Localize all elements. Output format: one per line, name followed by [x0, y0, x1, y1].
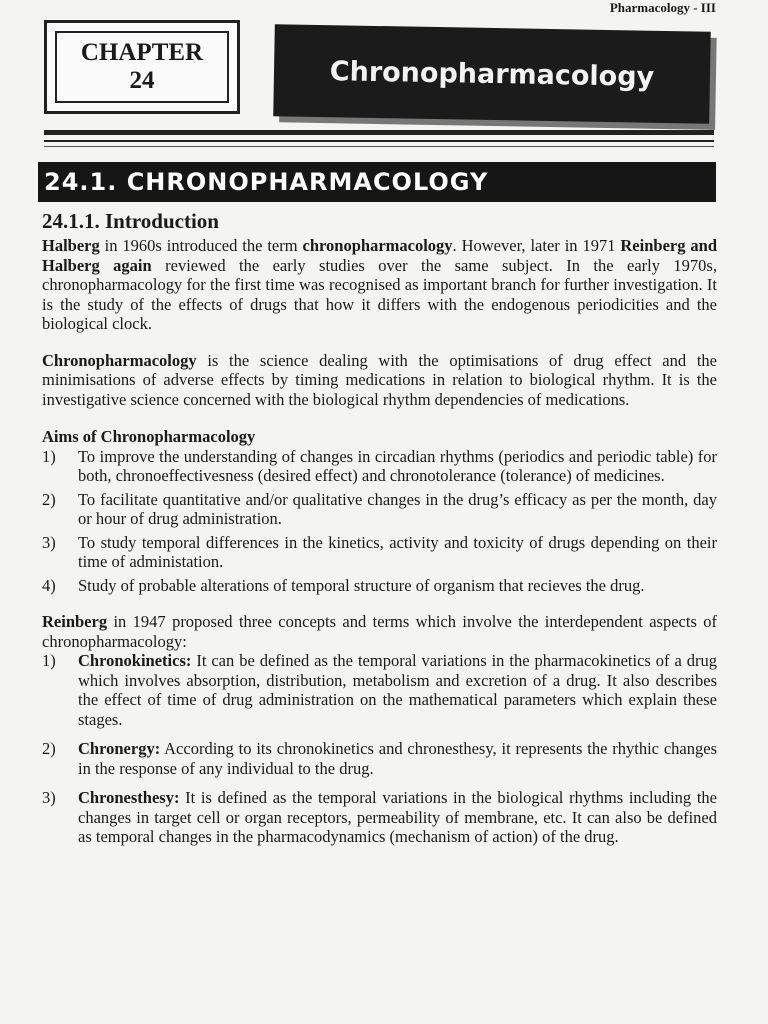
definition-text: is the science dealing with the optimisations of drug effect and the minimisations of adverse effects by timing medications in relation to biological rhythm. It is the investigative science concerned with the biological rhythm dependencies of medications. — [42, 350, 717, 409]
reinberg-text: in 1947 proposed three concepts and terms which involve the interdependent aspects of chronopharmacology: — [42, 612, 717, 651]
aims-item-number: 1) — [42, 446, 56, 466]
chapter-box — [44, 20, 240, 114]
concept-term: Chronergy: — [78, 739, 161, 758]
chapter-label: CHAPTER — [80, 39, 204, 66]
concepts-list — [42, 651, 717, 847]
concept-number: 2) — [42, 739, 56, 758]
intro-text-1: in 1960s introduced the term — [99, 236, 303, 255]
chapter-title-bar — [273, 24, 711, 124]
chapter-title: Chronopharmacology — [329, 55, 655, 93]
running-header: Pharmacology - III — [609, 0, 716, 15]
chapter-box-inner — [55, 31, 229, 103]
concept-item — [42, 651, 717, 729]
concept-term: Chronokinetics: — [78, 651, 192, 670]
divider-thin-2 — [44, 146, 714, 147]
concept-text: It can be defined as the temporal variations in the pharmacokinetics of a drug which involves absorption, distribution, metabolism and excretion of a drug. It also describes the effect of time of drug administration on the mathematical parameters which explain these stages. — [78, 651, 717, 729]
definition-term: Chronopharmacology — [42, 350, 197, 370]
intro-names: Reinberg and Halberg again — [42, 236, 717, 275]
aims-item — [42, 447, 717, 486]
concept-number: 1) — [42, 651, 56, 670]
intro-paragraph — [42, 236, 717, 334]
reinberg-name: Reinberg — [42, 612, 108, 631]
aims-heading: Aims of Chronopharmacology — [42, 427, 256, 446]
concept-number: 3) — [42, 788, 56, 807]
intro-text-2: . However, later in 1971 — [452, 236, 621, 255]
intro-name-halberg: Halberg — [42, 236, 100, 255]
aims-item-number: 4) — [42, 575, 56, 595]
chapter-number: 24 — [129, 67, 155, 94]
intro-term: chronopharmacology — [302, 236, 453, 255]
aims-item-text: To study temporal differences in the kinetics, activity and toxicity of drugs depending on their time of administation. — [78, 532, 717, 571]
intro-text-3: reviewed the early studies over the same subject. In the early 1970s, chronopharmacology for the first time was recognised as important branch for further investigation. It is the study of the effects of drugs that how it differs with the endogenous periodicities and the biological clock. — [42, 255, 717, 333]
concept-term: Chronesthesy: — [78, 788, 180, 807]
concept-item — [42, 788, 717, 847]
aims-list — [42, 447, 717, 596]
aims-item-number: 2) — [42, 489, 56, 509]
aims-item-number: 3) — [42, 532, 56, 552]
aims-item-text: Study of probable alterations of temporal structure of organism that recieves the drug. — [78, 575, 645, 595]
concept-text: It is defined as the temporal variations in the biological rhythms including the changes in target cell or organ receptors, permeability of membrane, etc. It can also be defined as temporal changes in the pharmacodynamics (mechanism of action) of the drug. — [78, 788, 717, 846]
subsection-heading: 24.1.1. Introduction — [42, 209, 219, 233]
aims-item — [42, 533, 717, 572]
divider-thick — [44, 130, 714, 135]
page-content — [42, 208, 717, 857]
definition-paragraph — [42, 351, 717, 410]
divider-thin — [44, 140, 714, 142]
aims-item-text: To facilitate quantitative and/or qualitative changes in the drug’s efficacy as per the month, day or hour of drug administration. — [78, 489, 717, 528]
concept-text: According to its chronokinetics and chronesthesy, it represents the rhythic changes in the response of any individual to the drug. — [78, 739, 717, 778]
aims-item — [42, 490, 717, 529]
reinberg-paragraph — [42, 612, 717, 651]
aims-item-text: To improve the understanding of changes in circadian rhythms (periodics and periodic table) for both, chronoeffectivesness (desired effect) and chronotolerance (tolerance) of medicines. — [78, 446, 717, 485]
section-heading: 24.1. CHRONOPHARMACOLOGY — [38, 162, 716, 202]
aims-item — [42, 576, 717, 596]
concept-item — [42, 739, 717, 778]
